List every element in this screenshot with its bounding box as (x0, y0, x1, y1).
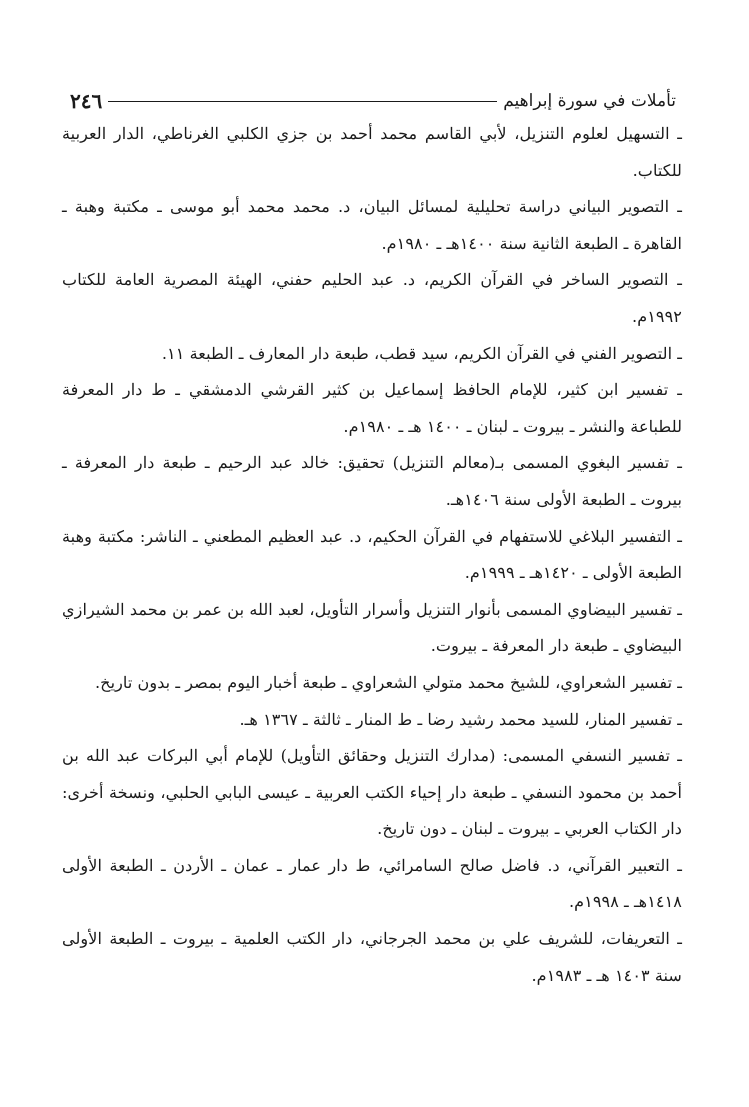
reference-item: ـ التعريفات، للشريف علي بن محمد الجرجاني، دار الكتب العلمية ـ بيروت ـ الطبعة الأولى سنة ١٤٠٣ هـ ـ ١٩٨٣م. (62, 929, 682, 985)
reference-item: ـ تفسير البيضاوي المسمى بأنوار التنزيل وأسرار التأويل، لعبد الله بن عمر بن محمد الشيرازي البيضاوي ـ طبعة دار المعرفة ـ بيروت. (62, 599, 682, 656)
reference-item: ـ التعبير القرآني، د. فاضل صالح السامرائي، ط دار عمار ـ عمان ـ الأردن ـ الطبعة الأولى ١٤١٨هـ ـ ١٩٩٨م. (62, 855, 682, 912)
reference-item: ـ تفسير البغوي المسمى بـ(معالم التنزيل) تحقيق: خالد عبد الرحيم ـ طبعة دار المعرفة ـ بيروت ـ الطبعة الأولى سنة ١٤٠٦هـ. (62, 453, 682, 509)
reference-item: ـ تفسير الشعراوي، للشيخ محمد متولي الشعراوي ـ طبعة أخبار اليوم بمصر ـ بدون تاريخ. (94, 672, 682, 692)
reference-item: ـ التصوير الساخر في القرآن الكريم، د. عبد الحليم حفني، الهيئة المصرية العامة للكتاب ١٩٩٢م. (62, 270, 682, 326)
reference-list (62, 116, 682, 994)
running-title: تأملات في سورة إبراهيم (503, 91, 676, 111)
reference-item: ـ تفسير المنار، للسيد محمد رشيد رضا ـ ط المنار ـ ثالثة ـ ١٣٦٧ هـ. (239, 709, 682, 729)
reference-item: ـ التصوير البياني دراسة تحليلية لمسائل البيان، د. محمد محمد أبو موسى ـ مكتبة وهبة ـ القاهرة ـ الطبعة الثانية سنة ١٤٠٠هـ ـ ١٩٨٠م. (62, 197, 682, 253)
book-page (62, 86, 682, 994)
reference-item: ـ التفسير البلاغي للاستفهام في القرآن الحكيم، د. عبد العظيم المطعني ـ الناشر: مكتبة وهبة الطبعة الأولى ـ ١٤٢٠هـ ـ ١٩٩٩م. (62, 526, 682, 583)
running-header (62, 86, 682, 116)
reference-item: ـ تفسير ابن كثير، للإمام الحافظ إسماعيل بن كثير القرشي الدمشقي ـ ط دار المعرفة للطباعة والنشر ـ بيروت ـ لبنان ـ ١٤٠٠ هـ ـ ١٩٨٠م. (62, 380, 682, 436)
header-rule (108, 101, 497, 102)
reference-item: ـ التصوير الفني في القرآن الكريم، سيد قطب، طبعة دار المعارف ـ الطبعة ١١. (161, 343, 682, 363)
reference-item: ـ التسهيل لعلوم التنزيل، لأبي القاسم محمد أحمد بن جزي الكلبي الغرناطي، الدار العربية للكتاب. (62, 124, 682, 180)
page-number: ٢٤٦ (70, 89, 103, 113)
reference-item: ـ تفسير النسفي المسمى: (مدارك التنزيل وحقائق التأويل) للإمام أبي البركات عبد الله بن أحمد بن محمود النسفي ـ طبعة دار إحياء الكتب العربية ـ عيسى البابي الحلبي، ونسخة أخرى: دار الكتاب العربي ـ بيروت ـ لبنان ـ دون تاريخ. (62, 746, 682, 839)
